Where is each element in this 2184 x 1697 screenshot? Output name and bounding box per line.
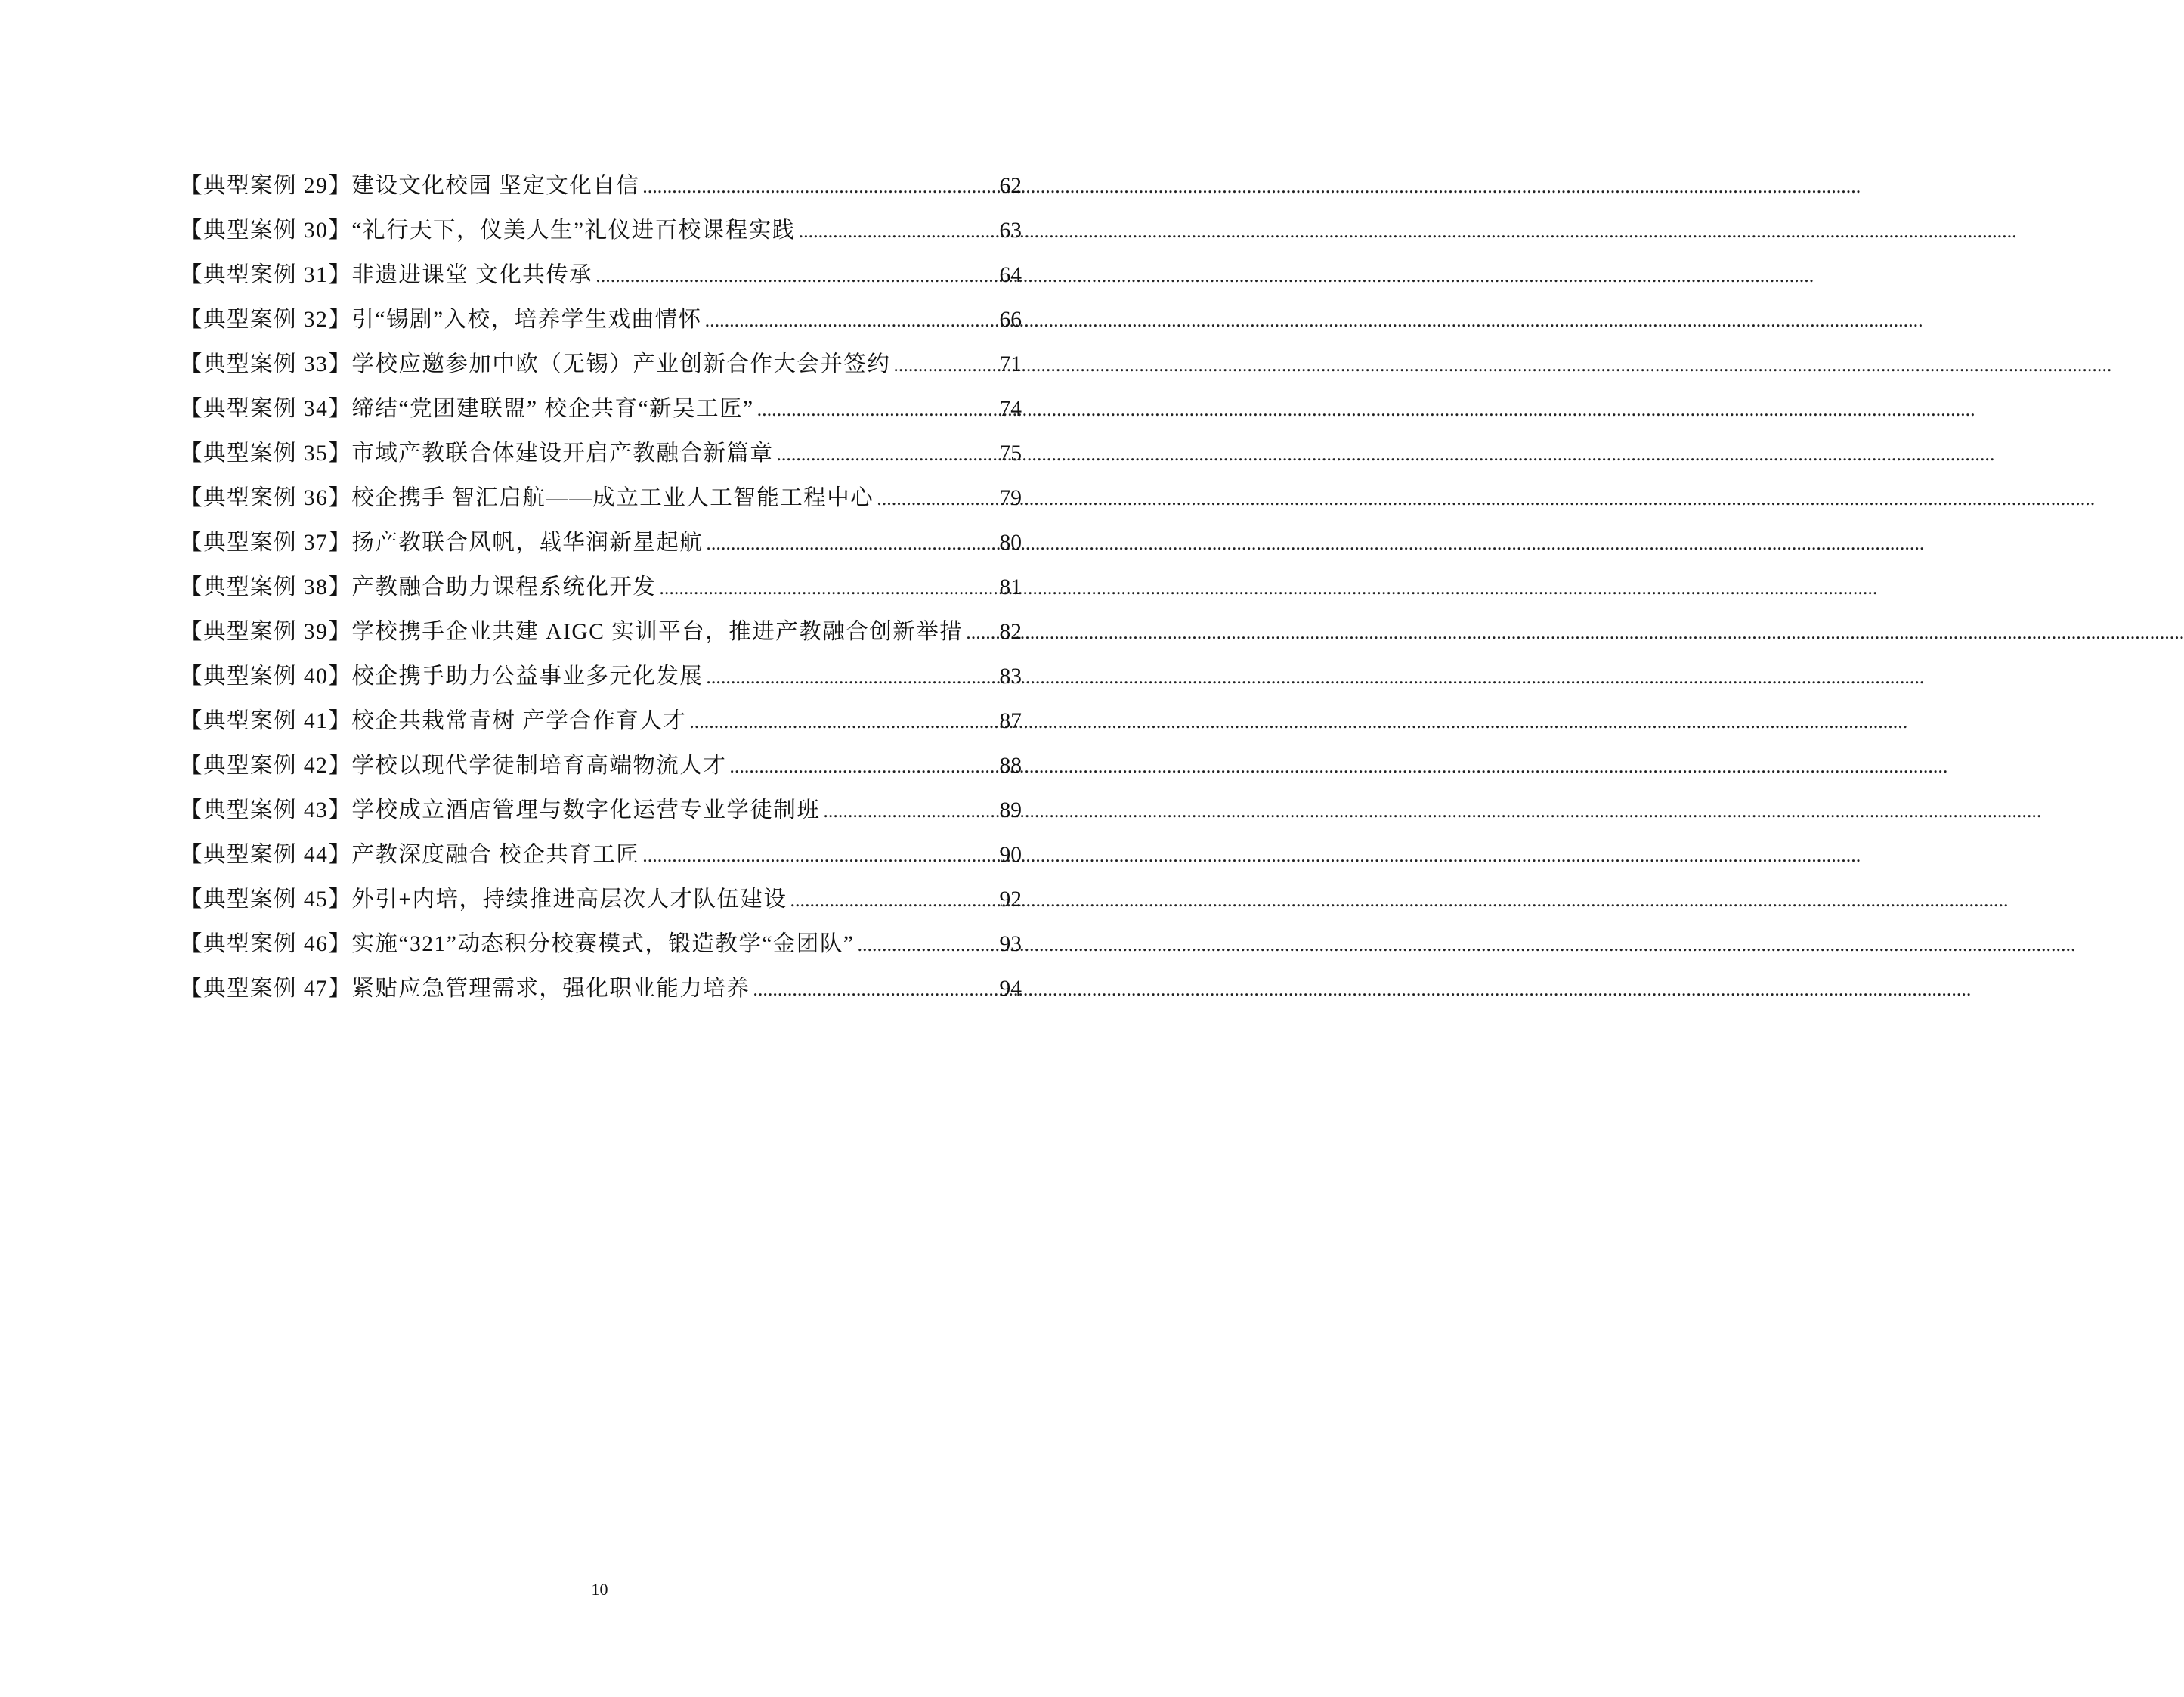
toc-entry[interactable] <box>180 744 1022 788</box>
toc-entry[interactable] <box>180 342 1022 387</box>
toc-entry[interactable] <box>180 387 1022 432</box>
dot-leader <box>659 565 996 610</box>
toc-entry-label: 【典型案例 36】 <box>180 486 352 510</box>
toc-entry-page-number: 87 <box>999 709 1022 733</box>
toc-entry[interactable] <box>180 209 1022 253</box>
toc-entry-title: 市域产教联合体建设开启产教融合新篇章 <box>351 441 774 466</box>
dot-leader <box>706 521 996 565</box>
toc-entry-title: 紧贴应急管理需求，强化职业能力培养 <box>351 977 750 1001</box>
toc-entry-title: 引“锡剧”入校，培养学生戏曲情怀 <box>351 308 702 332</box>
toc-entry-label: 【典型案例 34】 <box>180 397 352 421</box>
toc-entry-title: “礼行天下，仪美人生”礼仪进百校课程实践 <box>351 218 796 243</box>
page-number: 10 <box>591 1580 608 1599</box>
toc-entry-title: 非遗进课堂 文化共传承 <box>351 263 593 287</box>
toc-entry-label: 【典型案例 31】 <box>180 263 352 287</box>
dot-leader <box>823 788 996 833</box>
toc-entry[interactable] <box>180 521 1022 565</box>
toc-entry-title: 建设文化校园 坚定文化自信 <box>351 174 640 198</box>
toc-entry-title: 校企携手 智汇启航——成立工业人工智能工程中心 <box>351 486 874 510</box>
toc-entry-page-number: 92 <box>999 887 1022 912</box>
toc-entry[interactable] <box>180 565 1022 610</box>
toc-entry-page-number: 64 <box>999 263 1022 287</box>
toc-entry-page-number: 82 <box>999 620 1022 644</box>
toc-entry-label: 【典型案例 33】 <box>180 352 352 376</box>
dot-leader <box>799 209 997 253</box>
dot-leader <box>689 699 996 744</box>
toc-entry-page-number: 62 <box>999 174 1022 198</box>
dot-leader <box>706 655 996 699</box>
toc-entry-page-number: 81 <box>999 575 1022 599</box>
toc-entry-label: 【典型案例 40】 <box>180 664 352 689</box>
toc-entry-page-number: 83 <box>999 664 1022 689</box>
dot-leader <box>595 253 996 298</box>
toc-entry[interactable] <box>180 878 1022 922</box>
toc-entry-page-number: 79 <box>999 486 1022 510</box>
dot-leader <box>893 342 996 387</box>
toc-entry[interactable] <box>180 833 1022 878</box>
toc-entry-title: 学校成立酒店管理与数字化运营专业学徒制班 <box>351 798 821 822</box>
toc-entry-title: 缔结“党团建联盟” 校企共育“新吴工匠” <box>351 397 754 421</box>
dot-leader <box>642 833 996 878</box>
toc-entry[interactable] <box>180 655 1022 699</box>
toc-entry[interactable] <box>180 699 1022 744</box>
toc-entry-label: 【典型案例 39】 <box>180 620 352 644</box>
dot-leader <box>705 298 997 342</box>
toc-entry-title: 校企共栽常青树 产学合作育人才 <box>351 709 687 733</box>
toc-entry-label: 【典型案例 29】 <box>180 174 352 198</box>
dot-leader <box>776 432 996 476</box>
toc-entry-label: 【典型案例 47】 <box>180 977 352 1001</box>
toc-entry-page-number: 75 <box>999 441 1022 466</box>
toc-entry-page-number: 80 <box>999 531 1022 555</box>
toc-entry[interactable] <box>180 610 1022 655</box>
toc-entry-title: 外引+内培，持续推进高层次人才队伍建设 <box>351 887 787 912</box>
toc-entry-page-number: 63 <box>999 218 1022 243</box>
table-of-contents <box>180 164 1022 1011</box>
toc-entry[interactable] <box>180 922 1022 967</box>
toc-entry[interactable] <box>180 476 1022 521</box>
toc-entry-title: 扬产教联合风帆，载华润新星起航 <box>351 531 704 555</box>
toc-entry-title: 校企携手助力公益事业多元化发展 <box>351 664 704 689</box>
dot-leader <box>858 922 997 967</box>
toc-entry-label: 【典型案例 37】 <box>180 531 352 555</box>
dot-leader <box>753 967 996 1011</box>
toc-entry[interactable] <box>180 967 1022 1011</box>
toc-entry-label: 【典型案例 30】 <box>180 218 352 243</box>
toc-entry-label: 【典型案例 42】 <box>180 754 352 778</box>
toc-entry-label: 【典型案例 46】 <box>180 932 352 956</box>
toc-entry-title: 产教深度融合 校企共育工匠 <box>351 843 640 867</box>
toc-entry-page-number: 89 <box>999 798 1022 822</box>
dot-leader <box>790 878 997 922</box>
toc-entry-page-number: 88 <box>999 754 1022 778</box>
toc-entry-label: 【典型案例 43】 <box>180 798 352 822</box>
toc-entry-page-number: 71 <box>999 352 1022 376</box>
toc-entry-page-number: 90 <box>999 843 1022 867</box>
toc-entry-title: 学校应邀参加中欧（无锡）产业创新合作大会并签约 <box>351 352 891 376</box>
toc-entry[interactable] <box>180 432 1022 476</box>
toc-entry-title: 学校携手企业共建 AIGC 实训平台，推进产教融合创新举措 <box>351 620 964 644</box>
toc-entry-title: 产教融合助力课程系统化开发 <box>351 575 657 599</box>
dot-leader <box>966 610 996 655</box>
toc-entry-page-number: 66 <box>999 308 1022 332</box>
toc-entry-label: 【典型案例 44】 <box>180 843 352 867</box>
toc-entry[interactable] <box>180 788 1022 833</box>
toc-entry-page-number: 94 <box>999 977 1022 1001</box>
toc-entry-label: 【典型案例 35】 <box>180 441 352 466</box>
toc-entry-label: 【典型案例 41】 <box>180 709 352 733</box>
toc-entry[interactable] <box>180 253 1022 298</box>
toc-entry-label: 【典型案例 32】 <box>180 308 352 332</box>
toc-entry-label: 【典型案例 38】 <box>180 575 352 599</box>
toc-entry-label: 【典型案例 45】 <box>180 887 352 912</box>
dot-leader <box>642 164 996 209</box>
toc-entry-title: 实施“321”动态积分校赛模式，锻造教学“金团队” <box>351 932 855 956</box>
dot-leader <box>757 387 997 432</box>
toc-entry[interactable] <box>180 298 1022 342</box>
toc-entry-page-number: 93 <box>999 932 1022 956</box>
dot-leader <box>877 476 996 521</box>
dot-leader <box>729 744 996 788</box>
toc-entry-page-number: 74 <box>999 397 1022 421</box>
toc-entry[interactable] <box>180 164 1022 209</box>
toc-entry-title: 学校以现代学徒制培育高端物流人才 <box>351 754 727 778</box>
